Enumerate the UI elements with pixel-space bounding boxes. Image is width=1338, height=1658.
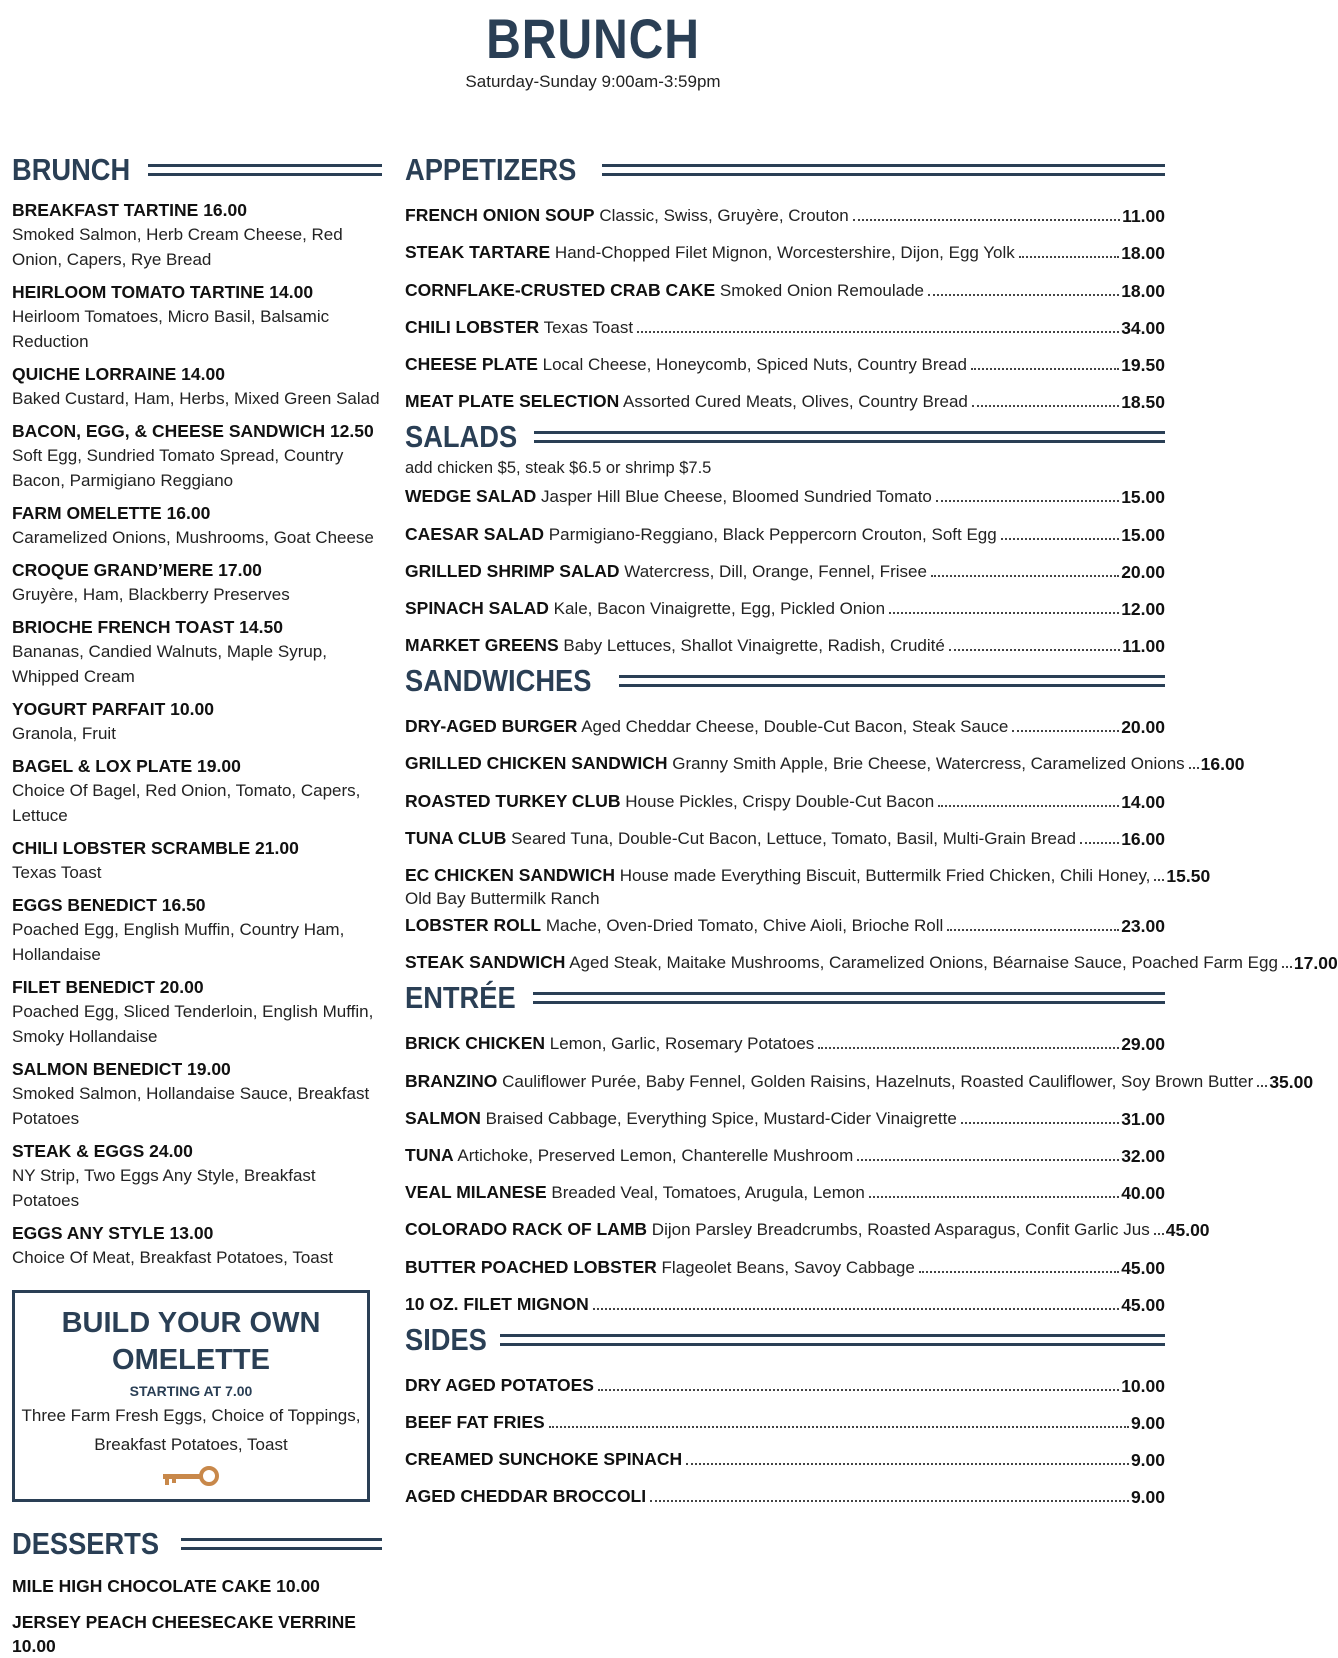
leader-dots [598, 1389, 1119, 1391]
omelette-title-2: OMELETTE [112, 1344, 270, 1376]
brunch-item [12, 615, 382, 689]
leader-dots [818, 1047, 1119, 1049]
menu-item-text [405, 523, 997, 546]
desserts-heading: DESSERTS [12, 1526, 160, 1561]
menu-item-text [405, 279, 924, 302]
sides-section-header [405, 1320, 1165, 1360]
menu-item-text [405, 597, 885, 620]
menu-row [405, 1093, 1165, 1130]
menu-row-ec-chicken [405, 850, 1211, 912]
menu-row [405, 813, 1165, 850]
menu-item-text [405, 241, 1015, 264]
menu-item-text [405, 1107, 957, 1130]
menu-item-text [405, 790, 934, 813]
menu-item-price: 16.00 [1121, 828, 1165, 849]
menu-item-name: CHILI LOBSTER [405, 316, 540, 337]
brunch-item [12, 558, 382, 607]
menu-item-name: BRANZINO [405, 1070, 498, 1091]
right-column [405, 150, 1338, 1508]
brunch-item-desc: Poached Egg, Sliced Tenderloin, English Muffin, Smoky Hollandaise [12, 1002, 374, 1046]
menu-item-price: 9.00 [1130, 1450, 1165, 1471]
brunch-item [12, 198, 382, 272]
omelette-desc-1: Three Farm Fresh Eggs, Choice of Toppings, [21, 1406, 361, 1425]
brunch-section-header [12, 150, 382, 190]
brunch-list [12, 198, 382, 1270]
brunch-item [12, 1139, 382, 1213]
heading-rule [602, 164, 1165, 176]
leader-dots [1019, 256, 1119, 258]
menu-row [405, 1130, 1165, 1167]
menu-item-text [405, 353, 967, 376]
brunch-item [12, 419, 382, 493]
leader-dots [593, 1308, 1119, 1310]
leader-dots [961, 1122, 1119, 1124]
leader-dots [1154, 879, 1164, 881]
menu-item-price: 20.00 [1121, 561, 1165, 582]
menu-item-desc: Jasper Hill Blue Cheese, Bloomed Sundried Tomato [540, 487, 932, 507]
menu-item-desc: Cauliflower Purée, Baby Fennel, Golden Raisins, Hazelnuts, Roasted Cauliflower, Soy Brown Butter [502, 1071, 1254, 1091]
menu-item-price: 14.00 [1121, 791, 1165, 812]
omelette-box [12, 1290, 370, 1502]
leader-dots [949, 649, 1120, 651]
menu-item-name: COLORADO RACK OF LAMB [405, 1219, 648, 1240]
leader-dots [889, 612, 1119, 614]
menu-item-name: STEAK TARTARE [405, 242, 551, 263]
desserts-list [12, 1574, 382, 1658]
menu-item-name: FRENCH ONION SOUP [405, 205, 595, 226]
menu-row [405, 738, 1245, 775]
menu-item-name: CAESAR SALAD [405, 523, 545, 544]
menu-item-text [405, 204, 849, 227]
heading-rule [619, 675, 1165, 687]
menu-item-name: GRILLED SHRIMP SALAD [405, 560, 620, 581]
menu-item-name: EC CHICKEN SANDWICH [405, 864, 615, 885]
hours-text: Saturday-Sunday 9:00am-3:59pm [465, 72, 721, 91]
menu-item-name: LOBSTER ROLL [405, 915, 542, 935]
menu-item-price: 20.00 [1121, 717, 1165, 738]
menu-item-price: 18.00 [1121, 243, 1165, 264]
menu-item-name: VEAL MILANESE [405, 1182, 547, 1203]
menu-item-name: BRICK CHICKEN [405, 1033, 545, 1054]
menu-item-text [405, 1374, 594, 1397]
heading-rule [500, 1334, 1165, 1346]
brunch-item-name: EGGS BENEDICT 16.50 [12, 895, 206, 915]
leader-dots [938, 805, 1119, 807]
menu-item-text [405, 316, 633, 339]
menu-item-desc: Seared Tuna, Double-Cut Bacon, Lettuce, Tomato, Basil, Multi-Grain Bread [511, 828, 1076, 848]
menu-item-text [405, 1411, 545, 1434]
brunch-item [12, 754, 382, 828]
brunch-item-name: YOGURT PARFAIT 10.00 [12, 699, 214, 719]
menu-item-text [405, 560, 927, 583]
sides-heading: SIDES [405, 1321, 487, 1357]
menu-row [405, 1241, 1165, 1278]
menu-row [405, 264, 1165, 301]
brunch-item-desc: Caramelized Onions, Mushrooms, Goat Cheese [12, 528, 374, 547]
brunch-item [12, 697, 382, 746]
brunch-item-desc: NY Strip, Two Eggs Any Style, Breakfast Potatoes [12, 1166, 316, 1210]
brunch-item-name: CHILI LOBSTER SCRAMBLE 21.00 [12, 838, 299, 858]
menu-item-text [405, 1032, 814, 1055]
brunch-item-desc: Choice Of Meat, Breakfast Potatoes, Toast [12, 1248, 333, 1267]
menu-item-name: DRY AGED POTATOES [405, 1374, 594, 1395]
menu-item-text [405, 715, 1008, 738]
leader-dots [1189, 767, 1199, 769]
menu-item-price: 17.00 [1293, 953, 1338, 974]
brunch-item-desc: Smoked Salmon, Hollandaise Sauce, Breakfast Potatoes [12, 1084, 370, 1128]
menu-item-price: 11.00 [1122, 206, 1165, 227]
menu-item-price: 34.00 [1121, 317, 1165, 338]
menu-item-name: CORNFLAKE-CRUSTED CRAB CAKE [405, 279, 716, 300]
menu-item-price: 18.50 [1121, 392, 1165, 413]
desserts-section-header [12, 1524, 382, 1564]
leader-dots [928, 294, 1119, 296]
brunch-item [12, 280, 382, 354]
menu-item-price: 9.00 [1130, 1487, 1165, 1508]
menu-item-name: BUTTER POACHED LOBSTER [405, 1256, 657, 1277]
leader-dots [1154, 1233, 1164, 1235]
menu-item-text [405, 951, 1278, 974]
menu-item-name: WEDGE SALAD [405, 486, 537, 507]
menu-item-desc: Classic, Swiss, Gruyère, Crouton [599, 206, 849, 226]
menu-item-desc: House made Everything Biscuit, Buttermilk Fried Chicken, Chili Honey, [619, 865, 1151, 885]
appetizers-list [405, 190, 1165, 413]
menu-item-price: 23.00 [1121, 916, 1165, 936]
heading-rule [181, 1538, 382, 1550]
menu-row [405, 339, 1165, 376]
brunch-item-desc: Baked Custard, Ham, Herbs, Mixed Green Salad [12, 389, 380, 408]
omelette-title-1: BUILD YOUR OWN [61, 1307, 321, 1339]
menu-item-name: TUNA [405, 1144, 454, 1165]
brunch-item [12, 975, 382, 1049]
heading-rule [148, 164, 382, 176]
menu-row [405, 583, 1165, 620]
menu-item-desc: Dijon Parsley Breadcrumbs, Roasted Asparagus, Confit Garlic Jus [651, 1220, 1150, 1240]
menu-row-block [405, 864, 1210, 911]
leader-dots [650, 1500, 1129, 1502]
menu-item-name: DRY-AGED BURGER [405, 716, 578, 737]
heading-rule [534, 431, 1165, 443]
menu-row-line [405, 864, 1210, 887]
menu-item-desc: Assorted Cured Meats, Olives, Country Bread [623, 392, 968, 412]
leader-dots [972, 405, 1119, 407]
menu-item-text [405, 864, 1150, 887]
menu-row [405, 937, 1338, 974]
sandwiches-section-header [405, 661, 1165, 701]
leader-dots [919, 1271, 1119, 1273]
brunch-item-name: BAGEL & LOX PLATE 19.00 [12, 756, 241, 776]
brunch-item [12, 1057, 382, 1131]
heading-rule [533, 992, 1165, 1004]
menu-item-price: 35.00 [1269, 1071, 1314, 1092]
menu-item-text [405, 1070, 1253, 1093]
leader-dots [1282, 966, 1292, 968]
leader-dots [971, 368, 1119, 370]
leader-dots [1001, 538, 1120, 540]
leader-dots [1257, 1085, 1267, 1087]
leader-dots [869, 1196, 1119, 1198]
brunch-item-desc: Poached Egg, English Muffin, Country Ham, Hollandaise [12, 920, 345, 964]
leader-dots [549, 1426, 1129, 1428]
dessert-item-name: MILE HIGH CHOCOLATE CAKE 10.00 [12, 1576, 320, 1596]
menu-item-text [405, 752, 1185, 775]
dessert-item [12, 1610, 382, 1658]
menu-item-price: 40.00 [1121, 1183, 1165, 1204]
brunch-item-name: EGGS ANY STYLE 13.00 [12, 1223, 214, 1243]
brunch-item-desc: Soft Egg, Sundried Tomato Spread, Country Bacon, Parmigiano Reggiano [12, 446, 344, 490]
sides-list [405, 1360, 1165, 1509]
menu-item-text [405, 1256, 915, 1279]
menu-item-desc: Hand-Chopped Filet Mignon, Worcestershire, Dijon, Egg Yolk [554, 243, 1015, 263]
menu-row [405, 1167, 1165, 1204]
menu-item-price: 45.00 [1121, 1294, 1165, 1315]
menu-item-price: 45.00 [1121, 1257, 1165, 1278]
menu-item-text [405, 914, 943, 937]
left-column [12, 150, 382, 1658]
leader-dots [637, 331, 1119, 333]
brunch-item-desc: Smoked Salmon, Herb Cream Cheese, Red Onion, Capers, Rye Bread [12, 225, 343, 269]
omelette-desc-2: Breakfast Potatoes, Toast [94, 1435, 288, 1454]
menu-item-desc: House Pickles, Crispy Double-Cut Bacon [625, 791, 935, 811]
menu-item-text [405, 1448, 682, 1471]
key-icon [159, 1463, 223, 1489]
menu-row [405, 775, 1165, 812]
menu-item-price: 10.00 [1121, 1375, 1165, 1396]
menu-row [405, 302, 1165, 339]
menu-item-price: 12.00 [1121, 598, 1165, 619]
menu-item-price: 18.00 [1121, 280, 1165, 301]
menu-item-price: 15.00 [1121, 487, 1165, 508]
menu-item-price: 29.00 [1121, 1034, 1165, 1055]
sandwiches-heading: SANDWICHES [405, 663, 592, 699]
menu-row [405, 701, 1165, 738]
leader-dots [853, 219, 1120, 221]
menu-item-desc-2: Old Bay Buttermilk Ranch [405, 888, 600, 908]
leader-dots [1080, 842, 1119, 844]
brunch-item-desc: Texas Toast [12, 863, 102, 882]
menu-item-desc: Lemon, Garlic, Rosemary Potatoes [549, 1034, 815, 1054]
leader-dots [1012, 730, 1119, 732]
menu-item-desc: Aged Cheddar Cheese, Double-Cut Bacon, Steak Sauce [581, 717, 1009, 737]
menu-item-name: STEAK SANDWICH [405, 952, 566, 973]
menu-item-price: 16.00 [1200, 754, 1245, 775]
brunch-item [12, 893, 382, 967]
menu-item-text [405, 1144, 853, 1167]
entree-heading: ENTRÉE [405, 980, 516, 1016]
menu-item-name: AGED CHEDDAR BROCCOLI [405, 1486, 647, 1507]
menu-item-text [405, 1218, 1150, 1241]
menu-item-desc: Kale, Bacon Vinaigrette, Egg, Pickled Onion [553, 598, 886, 618]
page-title: BRUNCH [486, 7, 700, 70]
menu-row [405, 376, 1165, 413]
menu-item-desc: Watercress, Dill, Orange, Fennel, Frisee [624, 561, 927, 581]
leader-dots [931, 575, 1119, 577]
brunch-item [12, 362, 382, 411]
menu-item-name: BEEF FAT FRIES [405, 1412, 545, 1433]
menu-item-name: TUNA CLUB [405, 827, 507, 848]
brunch-item-name: CROQUE GRAND’MERE 17.00 [12, 560, 262, 580]
menu-row [405, 190, 1165, 227]
menu-row [405, 1018, 1165, 1055]
menu-row [405, 1434, 1165, 1471]
brunch-heading: BRUNCH [12, 152, 131, 187]
menu-item-desc: Smoked Onion Remoulade [719, 280, 924, 300]
brunch-item-name: FARM OMELETTE 16.00 [12, 503, 211, 523]
salads-note: add chicken $5, steak $6.5 or shrimp $7.5 [405, 459, 712, 478]
menu-item-price: 19.50 [1121, 354, 1165, 375]
menu-item-price: 32.00 [1121, 1145, 1165, 1166]
menu-item-name: MARKET GREENS [405, 635, 559, 656]
brunch-item-desc: Bananas, Candied Walnuts, Maple Syrup, Whipped Cream [12, 642, 327, 686]
menu-item-name: MEAT PLATE SELECTION [405, 391, 620, 412]
brunch-item-desc: Gruyère, Ham, Blackberry Preserves [12, 585, 290, 604]
menu-item-desc: Local Cheese, Honeycomb, Spiced Nuts, Country Bread [542, 354, 967, 374]
menu-item-name: CHEESE PLATE [405, 353, 538, 374]
brunch-item-name: QUICHE LORRAINE 14.00 [12, 364, 225, 384]
menu-item-price: 15.00 [1121, 524, 1165, 545]
leader-dots [947, 929, 1119, 931]
menu-item-text [405, 390, 968, 413]
menu-item-desc: Breaded Veal, Tomatoes, Arugula, Lemon [551, 1183, 865, 1203]
menu-item-text [405, 1181, 865, 1204]
leader-dots [857, 1159, 1119, 1161]
brunch-item-name: BACON, EGG, & CHEESE SANDWICH 12.50 [12, 421, 374, 441]
brunch-item [12, 836, 382, 885]
menu-item-desc: Flageolet Beans, Savoy Cabbage [661, 1257, 915, 1277]
menu-item-name: SPINACH SALAD [405, 597, 549, 618]
menu-item-text [405, 827, 1076, 850]
menu-row [405, 546, 1165, 583]
menu-item-name: GRILLED CHICKEN SANDWICH [405, 753, 668, 774]
menu-item-desc: Artichoke, Preserved Lemon, Chanterelle Mushroom [457, 1145, 854, 1165]
brunch-item-name: SALMON BENEDICT 19.00 [12, 1059, 231, 1079]
menu-row [405, 1397, 1165, 1434]
menu-item-price: 31.00 [1121, 1108, 1165, 1129]
menu-item-desc: Texas Toast [543, 317, 634, 337]
menu-row [405, 1055, 1314, 1092]
menu-row [405, 508, 1165, 545]
menu-item-desc: Granny Smith Apple, Brie Cheese, Watercress, Caramelized Onions [672, 754, 1185, 774]
menu-item-price: 11.00 [1122, 636, 1165, 657]
appetizers-section-header [405, 150, 1165, 190]
brunch-item [12, 501, 382, 550]
menu-item-desc: Baby Lettuces, Shallot Vinaigrette, Radish, Crudité [563, 636, 945, 656]
salads-section-header [405, 417, 1165, 457]
salads-heading: SALADS [405, 419, 518, 455]
brunch-item-name: FILET BENEDICT 20.00 [12, 977, 204, 997]
menu-item-name: 10 OZ. FILET MIGNON [405, 1293, 589, 1314]
menu-row [405, 227, 1165, 264]
dessert-item-name: JERSEY PEACH CHEESECAKE VERRINE 10.00 [12, 1612, 356, 1656]
brunch-item-name: BRIOCHE FRENCH TOAST 14.50 [12, 617, 283, 637]
menu-item-text [405, 485, 932, 508]
dessert-item [12, 1574, 382, 1598]
brunch-item-desc: Granola, Fruit [12, 724, 116, 743]
leader-dots [936, 500, 1119, 502]
menu-row [405, 1204, 1210, 1241]
entree-list [405, 1018, 1314, 1316]
menu-row [405, 1471, 1165, 1508]
menu-item-price: 15.50 [1166, 865, 1211, 886]
salads-list [405, 471, 1165, 657]
omelette-price: STARTING AT 7.00 [129, 1383, 253, 1399]
menu-item-price: 9.00 [1130, 1413, 1165, 1434]
sandwiches-list [405, 701, 1245, 850]
brunch-item-desc: Heirloom Tomatoes, Micro Basil, Balsamic Reduction [12, 307, 330, 351]
menu-item-text [405, 634, 945, 657]
menu-item-desc: Aged Steak, Maitake Mushrooms, Caramelized Onions, Béarnaise Sauce, Poached Farm Egg [569, 953, 1278, 973]
brunch-item-desc: Choice Of Bagel, Red Onion, Tomato, Capers, Lettuce [12, 781, 361, 825]
brunch-item-name: HEIRLOOM TOMATO TARTINE 14.00 [12, 282, 314, 302]
menu-item-price: 45.00 [1165, 1220, 1210, 1241]
brunch-item [12, 1221, 382, 1270]
brunch-item-name: BREAKFAST TARTINE 16.00 [12, 200, 247, 220]
menu-item-desc: Braised Cabbage, Everything Spice, Mustard-Cider Vinaigrette [485, 1108, 957, 1128]
appetizers-heading: APPETIZERS [405, 152, 577, 187]
menu-row [405, 1360, 1165, 1397]
menu-item-name: SALMON [405, 1107, 481, 1128]
menu-item-desc: Parmigiano-Reggiano, Black Peppercorn Crouton, Soft Egg [548, 524, 997, 544]
menu-item-name: ROASTED TURKEY CLUB [405, 790, 621, 811]
menu-item-text [405, 1485, 646, 1508]
entree-section-header [405, 978, 1165, 1018]
leader-dots [686, 1463, 1129, 1465]
menu-item-name: CREAMED SUNCHOKE SPINACH [405, 1449, 683, 1470]
menu-row [405, 620, 1165, 657]
menu-item-text [405, 1293, 589, 1316]
brunch-item-name: STEAK & EGGS 24.00 [12, 1141, 193, 1161]
menu-row [405, 1279, 1165, 1316]
menu-item-desc: Mache, Oven-Dried Tomato, Chive Aioli, Brioche Roll [545, 916, 944, 935]
